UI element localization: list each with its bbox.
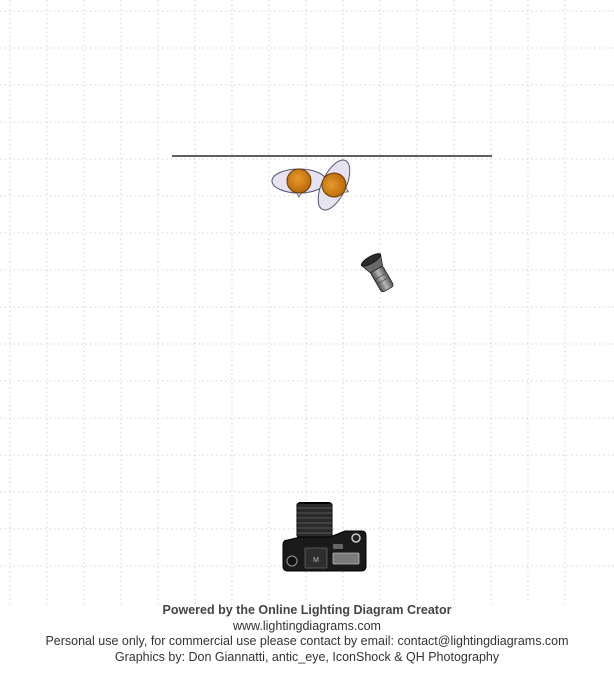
camera-shutter-button [352,534,360,542]
powered-by-text: Powered by the Online Lighting Diagram Creator [162,603,452,617]
camera[interactable] [283,503,366,571]
camera-mode-dial [287,556,297,566]
camera-lcd-panel [333,553,359,564]
credits-footer [0,603,614,665]
graphics-credit-text: Graphics by: Don Giannatti, antic_eye, IconShock & QH Photography [114,649,500,664]
subject-head [287,169,311,193]
strobe-light[interactable] [360,251,398,294]
license-text: Personal use only, for commercial use please contact by email: contact@lightingdiagrams.com [45,634,569,648]
camera-model-mark: M [313,557,319,564]
website-link[interactable]: www.lightingdiagrams.com [233,618,381,633]
subject-person-1[interactable] [272,169,326,197]
